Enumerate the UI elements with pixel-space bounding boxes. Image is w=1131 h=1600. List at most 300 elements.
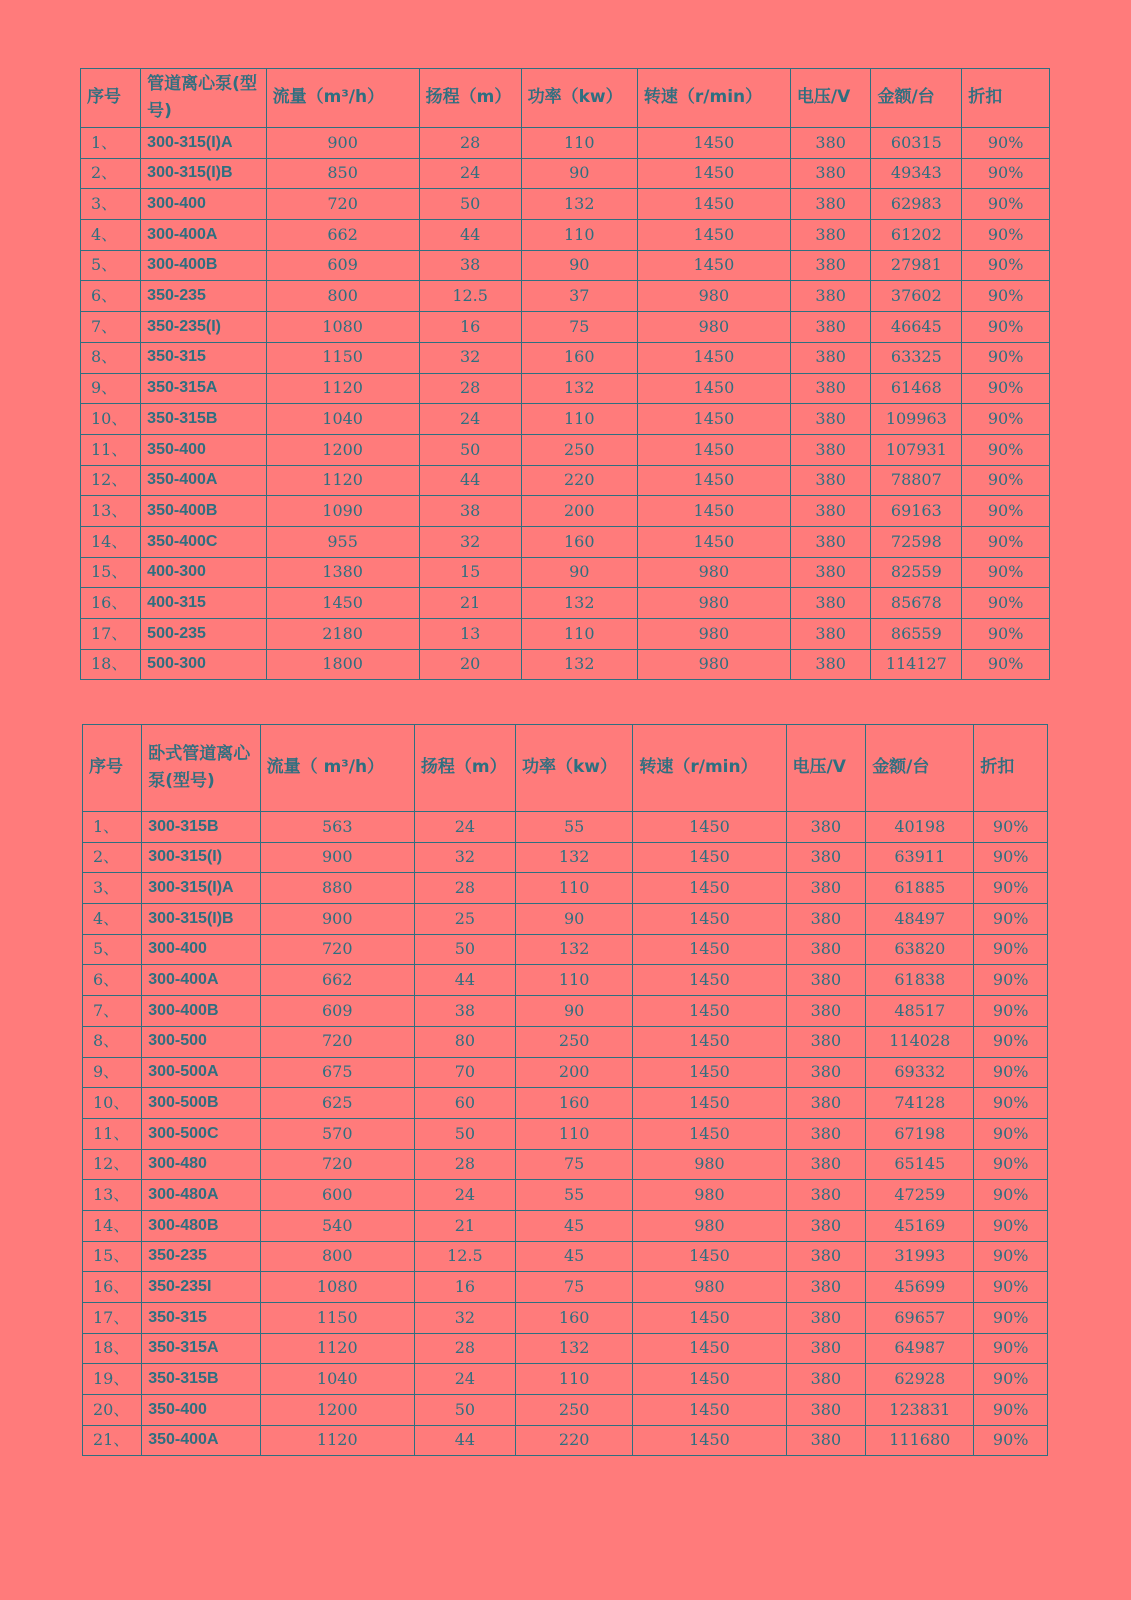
cell-speed: 980 bbox=[633, 1180, 786, 1211]
cell-speed: 1450 bbox=[637, 526, 790, 557]
cell-index: 9、 bbox=[81, 373, 141, 404]
cell-model: 300-500B bbox=[142, 1088, 260, 1119]
cell-speed: 1450 bbox=[637, 250, 790, 281]
cell-power: 132 bbox=[521, 588, 637, 619]
cell-head: 50 bbox=[414, 1118, 515, 1149]
cell-power: 132 bbox=[521, 189, 637, 220]
cell-model: 350-400C bbox=[141, 526, 266, 557]
cell-speed: 1450 bbox=[633, 1303, 786, 1334]
cell-voltage: 380 bbox=[786, 1057, 866, 1088]
cell-voltage: 380 bbox=[786, 1333, 866, 1364]
table-row bbox=[81, 373, 1050, 404]
cell-head: 28 bbox=[414, 873, 515, 904]
cell-power: 90 bbox=[515, 904, 632, 935]
cell-price: 123831 bbox=[866, 1395, 974, 1426]
cell-index: 16、 bbox=[81, 588, 141, 619]
cell-model: 300-500C bbox=[142, 1118, 260, 1149]
cell-flow: 540 bbox=[260, 1210, 414, 1241]
cell-power: 160 bbox=[515, 1088, 632, 1119]
table-body bbox=[81, 128, 1050, 680]
cell-voltage: 380 bbox=[786, 934, 866, 965]
cell-head: 38 bbox=[414, 996, 515, 1027]
cell-power: 200 bbox=[521, 496, 637, 527]
cell-model: 350-400B bbox=[141, 496, 266, 527]
cell-voltage: 380 bbox=[790, 649, 871, 680]
cell-speed: 980 bbox=[633, 1272, 786, 1303]
cell-speed: 980 bbox=[637, 619, 790, 650]
cell-flow: 720 bbox=[260, 1149, 414, 1180]
table-row bbox=[83, 1303, 1048, 1334]
cell-discount: 90% bbox=[962, 158, 1050, 189]
cell-voltage: 380 bbox=[786, 1210, 866, 1241]
cell-price: 86559 bbox=[871, 619, 962, 650]
cell-model: 350-315B bbox=[142, 1364, 260, 1395]
cell-price: 67198 bbox=[866, 1118, 974, 1149]
table-row bbox=[83, 1364, 1048, 1395]
cell-power: 37 bbox=[521, 281, 637, 312]
cell-price: 64987 bbox=[866, 1333, 974, 1364]
table-row bbox=[83, 965, 1048, 996]
cell-discount: 90% bbox=[962, 619, 1050, 650]
cell-head: 16 bbox=[414, 1272, 515, 1303]
cell-head: 38 bbox=[419, 496, 521, 527]
cell-voltage: 380 bbox=[790, 557, 871, 588]
cell-head: 24 bbox=[414, 812, 515, 843]
cell-speed: 1450 bbox=[633, 842, 786, 873]
cell-price: 63820 bbox=[866, 934, 974, 965]
cell-flow: 563 bbox=[260, 812, 414, 843]
cell-speed: 1450 bbox=[637, 404, 790, 435]
cell-index: 6、 bbox=[83, 965, 142, 996]
cell-model: 300-315B bbox=[142, 812, 260, 843]
table-row bbox=[83, 1026, 1048, 1057]
cell-speed: 1450 bbox=[633, 1057, 786, 1088]
cell-flow: 720 bbox=[260, 1026, 414, 1057]
table-row bbox=[83, 842, 1048, 873]
cell-speed: 980 bbox=[637, 588, 790, 619]
cell-voltage: 380 bbox=[786, 1303, 866, 1334]
cell-head: 21 bbox=[419, 588, 521, 619]
cell-model: 350-235I bbox=[142, 1272, 260, 1303]
cell-discount: 90% bbox=[962, 312, 1050, 343]
cell-flow: 1120 bbox=[260, 1425, 414, 1456]
cell-discount: 90% bbox=[974, 1241, 1048, 1272]
table-row bbox=[81, 158, 1050, 189]
cell-model: 350-235 bbox=[142, 1241, 260, 1272]
cell-index: 7、 bbox=[83, 996, 142, 1027]
cell-discount: 90% bbox=[974, 904, 1048, 935]
cell-head: 21 bbox=[414, 1210, 515, 1241]
cell-speed: 1450 bbox=[637, 189, 790, 220]
cell-head: 32 bbox=[419, 526, 521, 557]
cell-voltage: 380 bbox=[786, 1118, 866, 1149]
cell-flow: 1200 bbox=[266, 434, 419, 465]
cell-price: 63325 bbox=[871, 342, 962, 373]
centrifugal-pump-price-table bbox=[80, 68, 1050, 680]
cell-power: 250 bbox=[515, 1026, 632, 1057]
header-model: 管道离心泵(型号) bbox=[141, 69, 266, 128]
table-row bbox=[81, 465, 1050, 496]
cell-flow: 1120 bbox=[266, 373, 419, 404]
header-voltage: 电压/V bbox=[786, 725, 866, 812]
cell-voltage: 380 bbox=[786, 1180, 866, 1211]
cell-model: 300-480 bbox=[142, 1149, 260, 1180]
cell-power: 220 bbox=[521, 465, 637, 496]
table-row bbox=[83, 934, 1048, 965]
cell-index: 2、 bbox=[83, 842, 142, 873]
cell-voltage: 380 bbox=[786, 904, 866, 935]
cell-power: 132 bbox=[521, 649, 637, 680]
cell-index: 13、 bbox=[83, 1180, 142, 1211]
cell-model: 300-315(I) bbox=[142, 842, 260, 873]
header-index: 序号 bbox=[83, 725, 142, 812]
cell-voltage: 380 bbox=[790, 496, 871, 527]
cell-speed: 980 bbox=[637, 312, 790, 343]
table-row bbox=[81, 404, 1050, 435]
cell-speed: 1450 bbox=[633, 1118, 786, 1149]
cell-price: 63911 bbox=[866, 842, 974, 873]
cell-flow: 662 bbox=[266, 220, 419, 251]
cell-speed: 1450 bbox=[633, 1425, 786, 1456]
cell-model: 350-315A bbox=[141, 373, 266, 404]
cell-head: 24 bbox=[414, 1180, 515, 1211]
cell-index: 15、 bbox=[81, 557, 141, 588]
cell-speed: 1450 bbox=[637, 342, 790, 373]
cell-voltage: 380 bbox=[786, 965, 866, 996]
cell-flow: 1080 bbox=[266, 312, 419, 343]
cell-voltage: 380 bbox=[790, 465, 871, 496]
cell-flow: 609 bbox=[260, 996, 414, 1027]
cell-discount: 90% bbox=[974, 873, 1048, 904]
cell-voltage: 380 bbox=[786, 1088, 866, 1119]
table-row bbox=[83, 1180, 1048, 1211]
cell-discount: 90% bbox=[974, 965, 1048, 996]
cell-discount: 90% bbox=[974, 1118, 1048, 1149]
table-row bbox=[83, 1395, 1048, 1426]
cell-model: 350-400 bbox=[141, 434, 266, 465]
cell-head: 44 bbox=[414, 1425, 515, 1456]
cell-flow: 1120 bbox=[260, 1333, 414, 1364]
cell-model: 300-400A bbox=[142, 965, 260, 996]
cell-speed: 1450 bbox=[633, 873, 786, 904]
cell-speed: 980 bbox=[637, 649, 790, 680]
header-price: 金额/台 bbox=[866, 725, 974, 812]
cell-price: 47259 bbox=[866, 1180, 974, 1211]
cell-voltage: 380 bbox=[786, 1425, 866, 1456]
cell-discount: 90% bbox=[962, 373, 1050, 404]
cell-index: 1、 bbox=[81, 128, 141, 159]
cell-index: 11、 bbox=[83, 1118, 142, 1149]
cell-flow: 1080 bbox=[260, 1272, 414, 1303]
cell-speed: 980 bbox=[637, 557, 790, 588]
cell-head: 50 bbox=[419, 189, 521, 220]
cell-price: 69163 bbox=[871, 496, 962, 527]
cell-head: 60 bbox=[414, 1088, 515, 1119]
cell-power: 75 bbox=[521, 312, 637, 343]
table-row bbox=[81, 281, 1050, 312]
cell-voltage: 380 bbox=[790, 434, 871, 465]
cell-price: 74128 bbox=[866, 1088, 974, 1119]
cell-voltage: 380 bbox=[786, 1026, 866, 1057]
cell-power: 160 bbox=[521, 342, 637, 373]
cell-voltage: 380 bbox=[786, 873, 866, 904]
table-body bbox=[83, 812, 1048, 1456]
cell-price: 61885 bbox=[866, 873, 974, 904]
cell-discount: 90% bbox=[974, 1180, 1048, 1211]
cell-power: 132 bbox=[515, 1333, 632, 1364]
cell-model: 300-400 bbox=[141, 189, 266, 220]
cell-voltage: 380 bbox=[790, 526, 871, 557]
cell-voltage: 380 bbox=[786, 812, 866, 843]
cell-speed: 1450 bbox=[637, 496, 790, 527]
header-head: 扬程（m） bbox=[414, 725, 515, 812]
cell-index: 17、 bbox=[81, 619, 141, 650]
cell-discount: 90% bbox=[974, 812, 1048, 843]
cell-flow: 625 bbox=[260, 1088, 414, 1119]
cell-model: 300-315(I)B bbox=[142, 904, 260, 935]
cell-head: 28 bbox=[419, 128, 521, 159]
cell-price: 31993 bbox=[866, 1241, 974, 1272]
cell-power: 55 bbox=[515, 812, 632, 843]
cell-price: 48517 bbox=[866, 996, 974, 1027]
cell-model: 300-500A bbox=[142, 1057, 260, 1088]
cell-flow: 1090 bbox=[266, 496, 419, 527]
cell-head: 32 bbox=[414, 842, 515, 873]
cell-speed: 980 bbox=[633, 1149, 786, 1180]
cell-discount: 90% bbox=[962, 496, 1050, 527]
cell-model: 500-235 bbox=[141, 619, 266, 650]
cell-head: 24 bbox=[419, 404, 521, 435]
cell-price: 65145 bbox=[866, 1149, 974, 1180]
table-row bbox=[81, 557, 1050, 588]
cell-price: 85678 bbox=[871, 588, 962, 619]
cell-power: 110 bbox=[521, 404, 637, 435]
cell-discount: 90% bbox=[962, 526, 1050, 557]
cell-speed: 1450 bbox=[633, 1088, 786, 1119]
cell-discount: 90% bbox=[974, 1364, 1048, 1395]
cell-flow: 570 bbox=[260, 1118, 414, 1149]
cell-head: 28 bbox=[414, 1333, 515, 1364]
cell-head: 16 bbox=[419, 312, 521, 343]
cell-speed: 1450 bbox=[637, 158, 790, 189]
cell-speed: 1450 bbox=[633, 904, 786, 935]
cell-model: 300-315(I)A bbox=[141, 128, 266, 159]
cell-speed: 1450 bbox=[633, 1333, 786, 1364]
cell-flow: 675 bbox=[260, 1057, 414, 1088]
cell-flow: 800 bbox=[260, 1241, 414, 1272]
cell-model: 350-315 bbox=[141, 342, 266, 373]
cell-speed: 980 bbox=[633, 1210, 786, 1241]
cell-model: 400-300 bbox=[141, 557, 266, 588]
cell-flow: 880 bbox=[260, 873, 414, 904]
table-row bbox=[83, 1149, 1048, 1180]
cell-flow: 1150 bbox=[260, 1303, 414, 1334]
cell-index: 14、 bbox=[81, 526, 141, 557]
cell-speed: 1450 bbox=[633, 1364, 786, 1395]
table-row bbox=[83, 1272, 1048, 1303]
cell-model: 350-315A bbox=[142, 1333, 260, 1364]
table-row bbox=[83, 812, 1048, 843]
cell-power: 110 bbox=[515, 873, 632, 904]
cell-model: 500-300 bbox=[141, 649, 266, 680]
cell-power: 110 bbox=[521, 619, 637, 650]
cell-index: 5、 bbox=[83, 934, 142, 965]
cell-model: 350-400 bbox=[142, 1395, 260, 1426]
cell-flow: 1380 bbox=[266, 557, 419, 588]
cell-model: 300-315(I)A bbox=[142, 873, 260, 904]
cell-power: 220 bbox=[515, 1425, 632, 1456]
cell-power: 45 bbox=[515, 1241, 632, 1272]
table-row bbox=[83, 904, 1048, 935]
cell-flow: 2180 bbox=[266, 619, 419, 650]
cell-index: 3、 bbox=[81, 189, 141, 220]
cell-price: 46645 bbox=[871, 312, 962, 343]
cell-power: 75 bbox=[515, 1149, 632, 1180]
cell-head: 32 bbox=[414, 1303, 515, 1334]
cell-head: 20 bbox=[419, 649, 521, 680]
cell-index: 3、 bbox=[83, 873, 142, 904]
cell-index: 17、 bbox=[83, 1303, 142, 1334]
table-row bbox=[83, 1118, 1048, 1149]
cell-power: 132 bbox=[515, 934, 632, 965]
cell-flow: 600 bbox=[260, 1180, 414, 1211]
cell-discount: 90% bbox=[974, 1057, 1048, 1088]
cell-price: 61202 bbox=[871, 220, 962, 251]
cell-discount: 90% bbox=[974, 1210, 1048, 1241]
cell-head: 13 bbox=[419, 619, 521, 650]
cell-price: 40198 bbox=[866, 812, 974, 843]
cell-model: 350-400A bbox=[142, 1425, 260, 1456]
cell-flow: 1450 bbox=[266, 588, 419, 619]
cell-price: 107931 bbox=[871, 434, 962, 465]
table-row bbox=[83, 996, 1048, 1027]
cell-discount: 90% bbox=[962, 588, 1050, 619]
cell-power: 110 bbox=[521, 220, 637, 251]
table-row bbox=[83, 1057, 1048, 1088]
cell-price: 111680 bbox=[866, 1425, 974, 1456]
cell-discount: 90% bbox=[962, 404, 1050, 435]
cell-head: 32 bbox=[419, 342, 521, 373]
cell-flow: 1040 bbox=[266, 404, 419, 435]
cell-discount: 90% bbox=[962, 281, 1050, 312]
cell-index: 7、 bbox=[81, 312, 141, 343]
cell-speed: 1450 bbox=[633, 934, 786, 965]
cell-power: 160 bbox=[521, 526, 637, 557]
cell-head: 25 bbox=[414, 904, 515, 935]
cell-voltage: 380 bbox=[790, 588, 871, 619]
cell-voltage: 380 bbox=[786, 1272, 866, 1303]
header-speed: 转速（r/min） bbox=[633, 725, 786, 812]
cell-speed: 1450 bbox=[633, 1395, 786, 1426]
table-header-row bbox=[83, 725, 1048, 812]
cell-head: 38 bbox=[419, 250, 521, 281]
cell-price: 45699 bbox=[866, 1272, 974, 1303]
cell-power: 90 bbox=[521, 250, 637, 281]
header-model: 卧式管道离心泵(型号) bbox=[142, 725, 260, 812]
header-discount: 折扣 bbox=[962, 69, 1050, 128]
cell-head: 44 bbox=[419, 465, 521, 496]
cell-index: 11、 bbox=[81, 434, 141, 465]
cell-price: 78807 bbox=[871, 465, 962, 496]
cell-discount: 90% bbox=[962, 128, 1050, 159]
cell-price: 72598 bbox=[871, 526, 962, 557]
cell-discount: 90% bbox=[974, 1333, 1048, 1364]
cell-speed: 1450 bbox=[637, 465, 790, 496]
header-head: 扬程（m） bbox=[419, 69, 521, 128]
cell-head: 44 bbox=[414, 965, 515, 996]
cell-flow: 1120 bbox=[266, 465, 419, 496]
cell-head: 15 bbox=[419, 557, 521, 588]
cell-head: 24 bbox=[419, 158, 521, 189]
cell-model: 350-235 bbox=[141, 281, 266, 312]
cell-model: 350-400A bbox=[141, 465, 266, 496]
cell-model: 300-500 bbox=[142, 1026, 260, 1057]
header-flow: 流量（ m³/h） bbox=[260, 725, 414, 812]
table-row bbox=[81, 312, 1050, 343]
cell-head: 28 bbox=[414, 1149, 515, 1180]
table-row bbox=[81, 342, 1050, 373]
cell-power: 200 bbox=[515, 1057, 632, 1088]
cell-index: 9、 bbox=[83, 1057, 142, 1088]
cell-model: 300-400B bbox=[142, 996, 260, 1027]
table-row bbox=[83, 1241, 1048, 1272]
cell-flow: 900 bbox=[260, 904, 414, 935]
cell-speed: 1450 bbox=[637, 128, 790, 159]
cell-index: 5、 bbox=[81, 250, 141, 281]
cell-power: 250 bbox=[521, 434, 637, 465]
header-index: 序号 bbox=[81, 69, 141, 128]
cell-power: 160 bbox=[515, 1303, 632, 1334]
header-voltage: 电压/V bbox=[790, 69, 871, 128]
cell-model: 400-315 bbox=[141, 588, 266, 619]
cell-index: 19、 bbox=[83, 1364, 142, 1395]
cell-speed: 1450 bbox=[637, 434, 790, 465]
cell-flow: 609 bbox=[266, 250, 419, 281]
cell-index: 21、 bbox=[83, 1425, 142, 1456]
cell-discount: 90% bbox=[974, 1425, 1048, 1456]
cell-model: 300-400 bbox=[142, 934, 260, 965]
cell-index: 13、 bbox=[81, 496, 141, 527]
cell-voltage: 380 bbox=[790, 373, 871, 404]
cell-price: 69657 bbox=[866, 1303, 974, 1334]
cell-discount: 90% bbox=[962, 250, 1050, 281]
cell-index: 2、 bbox=[81, 158, 141, 189]
cell-speed: 1450 bbox=[637, 373, 790, 404]
cell-price: 49343 bbox=[871, 158, 962, 189]
cell-voltage: 380 bbox=[786, 1395, 866, 1426]
cell-head: 50 bbox=[419, 434, 521, 465]
table-row bbox=[83, 1088, 1048, 1119]
cell-flow: 1800 bbox=[266, 649, 419, 680]
cell-index: 14、 bbox=[83, 1210, 142, 1241]
cell-power: 132 bbox=[521, 373, 637, 404]
horizontal-pump-price-table bbox=[82, 724, 1048, 1456]
cell-voltage: 380 bbox=[790, 128, 871, 159]
cell-power: 90 bbox=[521, 557, 637, 588]
cell-power: 110 bbox=[521, 128, 637, 159]
cell-price: 60315 bbox=[871, 128, 962, 159]
cell-head: 50 bbox=[414, 934, 515, 965]
cell-flow: 1200 bbox=[260, 1395, 414, 1426]
cell-head: 12.5 bbox=[419, 281, 521, 312]
table-row bbox=[81, 128, 1050, 159]
table-row bbox=[81, 434, 1050, 465]
cell-index: 10、 bbox=[83, 1088, 142, 1119]
cell-flow: 720 bbox=[260, 934, 414, 965]
cell-price: 114127 bbox=[871, 649, 962, 680]
cell-head: 70 bbox=[414, 1057, 515, 1088]
cell-discount: 90% bbox=[962, 649, 1050, 680]
